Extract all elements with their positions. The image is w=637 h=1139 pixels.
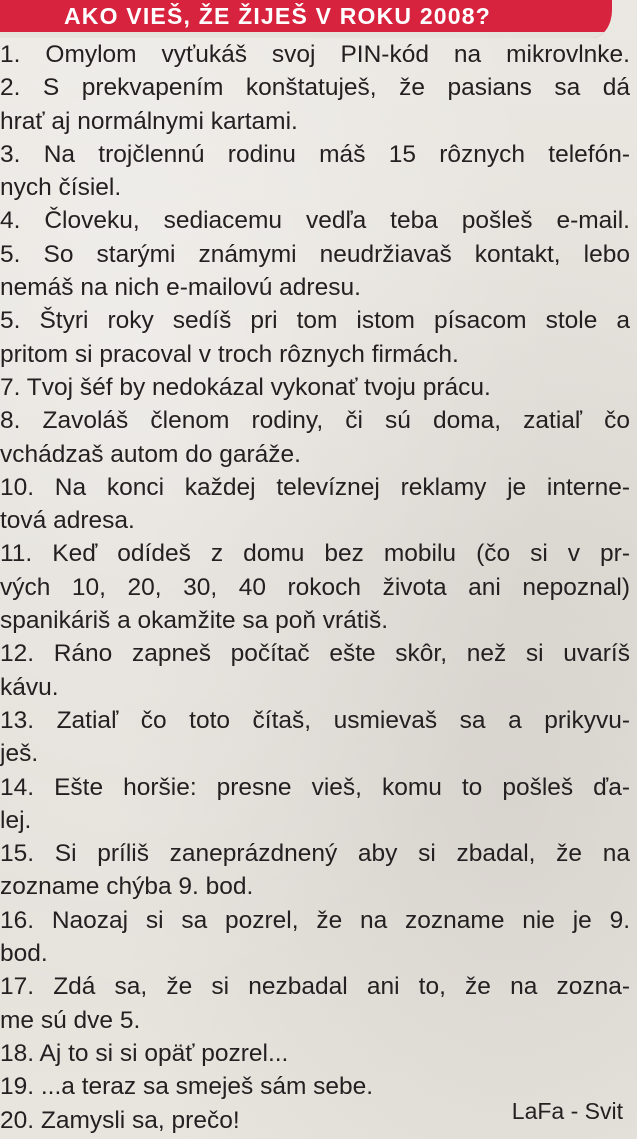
- article-line: 17. Zdá sa, že si nezbadal ani to, že na zozna-: [0, 973, 630, 1001]
- article-line: spanikáriš a okamžite sa poň vrátiš.: [0, 607, 389, 635]
- article-line: bod.: [0, 940, 48, 968]
- article-line: nych čísiel.: [0, 174, 122, 202]
- article-line: 16. Naozaj si sa pozrel, že na zozname nie je 9.: [0, 906, 630, 934]
- article-line: 13. Zatiaľ čo toto čítaš, usmievaš sa a prikyvu-: [0, 706, 630, 734]
- article-line: kávu.: [0, 673, 59, 701]
- article-line: vých 10, 20, 30, 40 rokoch života ani nepoznal): [0, 573, 630, 601]
- article-line: 3. Na trojčlennú rodinu máš 15 rôznych telefón-: [0, 140, 630, 168]
- headline-banner: [0, 0, 612, 38]
- article-line: 15. Si príliš zaneprázdnený aby si zbadal, že na: [0, 840, 630, 868]
- article-line: ješ.: [0, 740, 39, 768]
- article-line: nemáš na nich e-mailovú adresu.: [0, 274, 361, 302]
- article-line: 1. Omylom vyťukáš svoj PIN-kód na mikrovlnke.: [0, 41, 630, 68]
- article-line: me sú dve 5.: [0, 1006, 141, 1034]
- article-line: 2. S prekvapením konštatuješ, že pasians sa dá: [0, 74, 630, 102]
- article-line: 12. Ráno zapneš počítač ešte skôr, než si uvaríš: [0, 640, 630, 668]
- article-line: 11. Keď odídeš z domu bez mobilu (čo si v pr-: [0, 540, 630, 568]
- article-line: 18. Aj to si si opäť pozrel...: [0, 1039, 289, 1067]
- article-line: pritom si pracoval v troch rôznych firmách.: [0, 340, 459, 368]
- article-line: 7. Tvoj šéf by nedokázal vykonať tvoju prácu.: [0, 373, 491, 401]
- article-line: tová adresa.: [0, 507, 135, 535]
- article-line: 10. Na konci každej televíznej reklamy je interne-: [0, 473, 630, 501]
- article-line: zozname chýba 9. bod.: [0, 873, 254, 901]
- article-line: 19. ...a teraz sa smeješ sám sebe.: [0, 1073, 374, 1101]
- article-line: hrať aj normálnymi kartami.: [0, 107, 298, 135]
- article-line: 20. Zamysli sa, prečo!: [0, 1106, 240, 1134]
- article-line: vchádzaš autom do garáže.: [0, 440, 301, 468]
- article-body: [0, 38, 630, 1137]
- article-line: 5. So starými známymi neudržiavaš kontakt, lebo: [0, 240, 630, 268]
- article-line: 8. Zavoláš členom rodiny, či sú doma, zatiaľ čo: [0, 407, 630, 435]
- article-line: 5. Štyri roky sedíš pri tom istom písacom stole a: [0, 307, 630, 335]
- author-signature: LaFa - Svit: [511, 1098, 623, 1124]
- article-line: 4. Človeku, sediacemu vedľa teba pošleš e-mail.: [0, 207, 630, 235]
- article-line: 14. Ešte horšie: presne vieš, komu to pošleš ďa-: [0, 773, 630, 801]
- article-line: lej.: [0, 806, 32, 834]
- headline: AKO VIEŠ, ŽE ŽIJEŠ V ROKU 2008?: [64, 3, 492, 29]
